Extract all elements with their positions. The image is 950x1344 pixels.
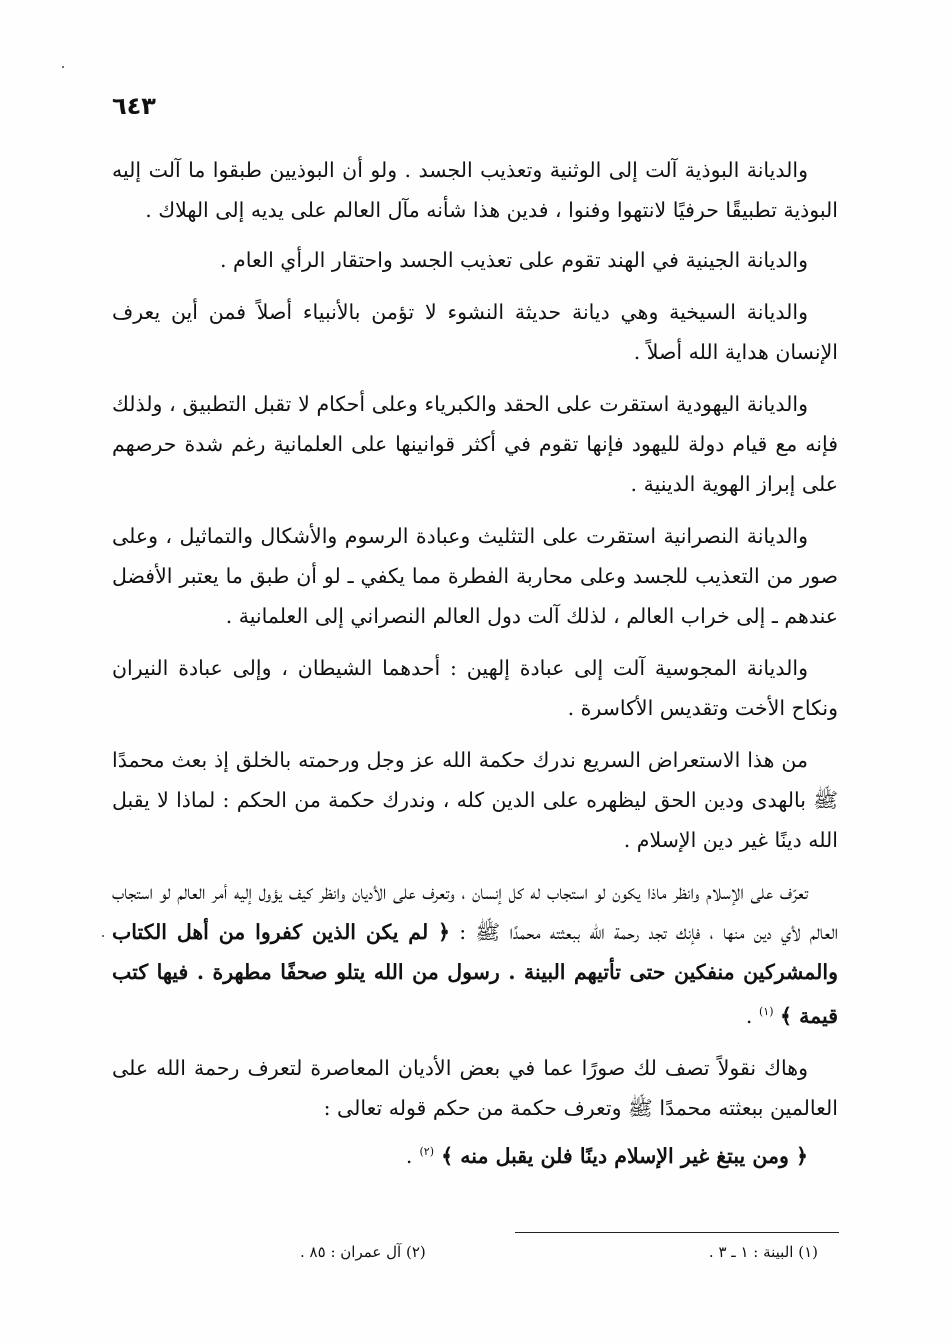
paragraph-jainism: والديانة الجينية في الهند تقوم على تعذيب الجسد واحتقار الرأي العام . <box>219 248 808 272</box>
footnote-1: (١) البينة : ١ ـ ٣ . <box>708 1243 818 1261</box>
footnote-ref: (٢) <box>419 1144 435 1158</box>
footnote-divider <box>515 1232 839 1233</box>
paragraph-judaism: والديانة اليهودية استقرت على الحقد والكبرياء وعلى أحكام لا تقبل التطبيق ، ولذلك فإنه مع قيام دولة لليهود فإنها تقوم في أكثر قوانينها على العلمانية رغم شدة حرصهم على إبراز الهوية الدينية . <box>112 392 838 496</box>
sentence-end: . <box>405 1143 413 1168</box>
footnote-ref: (١) <box>758 1005 774 1018</box>
scan-speck <box>102 935 104 937</box>
page-number: ٦٤٣ <box>112 92 156 120</box>
paragraph-text: تعرّف على الإسلام وانظر ماذا يكون لو استجاب له كل إنسان ، وتعرف على الأديان وانظر كيف يؤول إليه أمر العالم لو استجاب العالم لأي دين منها ، فإنك تجد رحمة الله ببعثته محمدًا ﷺ : <box>112 880 838 944</box>
paragraph-conclusion: من هذا الاستعراض السريع ندرك حكمة الله عز وجل ورحمته بالخلق إذ بعث محمدًا ﷺ بالهدى ودين الحق ليظهره على الدين كله ، وندرك حكمة من الحكم : لماذا لا يقبل الله دينًا غير دين الإسلام . <box>112 748 838 852</box>
paragraph-sikhism: والديانة السيخية وهي ديانة حديثة النشوء لا تؤمن بالأنبياء أصلاً فمن أين يعرف الإنسان هداية الله أصلاً . <box>112 300 838 364</box>
sentence-end: . <box>745 1003 753 1028</box>
paragraph-quotes-intro: وهاك نقولاً تصف لك صورًا عما في بعض الأديان المعاصرة لتعرف رحمة الله على العالمين ببعثته محمدًا ﷺ وتعرف حكمة من حكم قوله تعالى : <box>112 1055 838 1120</box>
page-body <box>112 150 838 1176</box>
scan-speck <box>62 66 64 68</box>
footnote-2: (٢) آل عمران : ٨٥ . <box>300 1243 426 1261</box>
paragraph-buddhism: والديانة البوذية آلت إلى الوثنية وتعذيب الجسد . ولو أن البوذيين طبقوا ما آلت إليه البوذية تطبيقًا حرفيًا لانتهوا وفنوا ، فدين هذا شأنه مآل العالم على يديه إلى الهلاك . <box>112 158 838 222</box>
paragraph-islam-mercy <box>112 872 838 1036</box>
paragraph-zoroastrianism: والديانة المجوسية آلت إلى عبادة إلهين : أحدهما الشيطان ، وإلى عبادة النيران ونكاح الأخت وتقديس الأكاسرة . <box>112 656 838 720</box>
footnotes <box>300 1243 818 1261</box>
quran-verse: ﴿ ومن يبتغ غير الإسلام دينًا فلن يقبل منه ﴾ <box>441 1143 808 1168</box>
paragraph-christianity: والديانة النصرانية استقرت على التثليث وعبادة الرسوم والأشكال والتماثيل ، وعلى صور من التعذيب للجسد وعلى محاربة الفطرة مما يكفي ـ لو أن طبق ما يعتبر الأفضل عندهم ـ إلى خراب العالم ، لذلك آلت دول العالم النصراني إلى العلمانية . <box>112 524 838 628</box>
quran-quote: ﴿ لم يكن الذين كفروا من أهل الكتاب والمشركين منفكين حتى تأتيهم البينة . رسول من الله يتلو صحفًا مطهرة . فيها كتب قيمة ﴾ <box>112 920 838 1028</box>
verse-line <box>112 1132 838 1176</box>
